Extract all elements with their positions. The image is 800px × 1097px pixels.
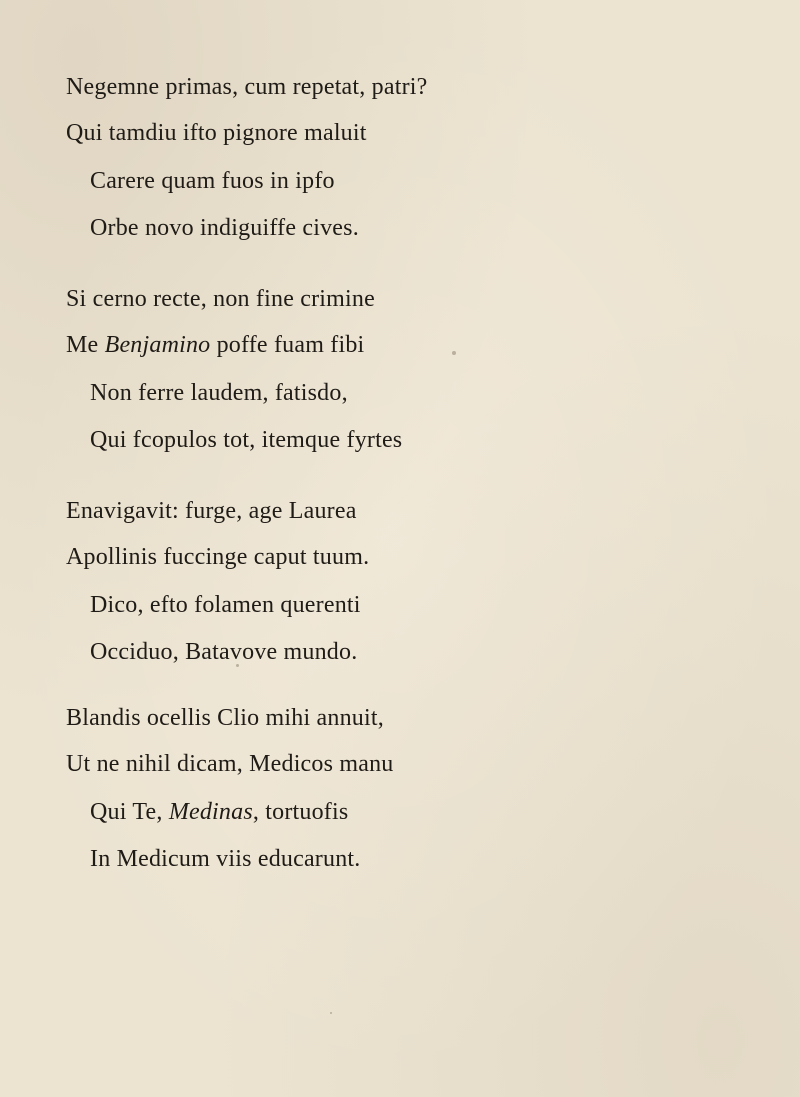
verse-line <box>66 749 393 779</box>
verse-line-indented <box>90 213 359 243</box>
verse-line <box>66 703 384 733</box>
verse-text: Qui Te, <box>90 799 169 825</box>
verse-text: Orbe novo indiguiffe cives. <box>90 215 359 241</box>
verse-line <box>66 118 367 148</box>
verse-text: Apollinis fuccinge caput tuum. <box>66 544 370 570</box>
verse-text: poffe fuam fibi <box>210 332 365 358</box>
verse-text: Qui fcopulos tot, itemque fyrtes <box>90 427 403 453</box>
verse-text: Occiduo, Batavove mundo. <box>90 639 358 665</box>
verse-text: Dico, efto folamen querenti <box>90 592 361 618</box>
verse-text: Ut ne nihil dicam, Medicos manu <box>66 751 394 777</box>
verse-text: Non ferre laudem, fatisdo, <box>90 380 348 406</box>
verse-line <box>66 496 357 526</box>
verse-text: Qui tamdiu ifto pignore maluit <box>66 120 367 146</box>
verse-text-italic-name: Benjamino <box>104 332 211 358</box>
verse-text: Blandis ocellis Clio mihi annuit, <box>66 705 384 731</box>
paper-speck <box>452 351 456 355</box>
verse-text-italic-name: Medinas <box>168 799 253 825</box>
verse-text: , tortuofis <box>252 799 349 825</box>
verse-text: In Medicum viis educarunt. <box>90 846 361 872</box>
verse-text: Carere quam fuos in ipfo <box>90 168 335 194</box>
verse-line-indented <box>90 637 357 667</box>
verse-line-indented <box>90 797 348 827</box>
verse-line <box>66 72 428 102</box>
paper-speck <box>330 1012 332 1014</box>
verse-line <box>66 284 375 314</box>
verse-line-indented <box>90 844 360 874</box>
paper-speck <box>168 436 171 439</box>
verse-text: Negemne primas, cum repetat, patri? <box>66 74 428 100</box>
verse-line <box>66 542 369 572</box>
verse-text: Si cerno recte, non fine crimine <box>66 286 375 312</box>
verse-line <box>66 330 364 360</box>
verse-line-indented <box>90 378 348 408</box>
verse-line-indented <box>90 425 402 455</box>
verse-line-indented <box>90 590 361 620</box>
verse-text: Enavigavit: furge, age Laurea <box>66 498 357 524</box>
verse-text: Me <box>66 332 105 358</box>
paper-speck <box>236 664 239 667</box>
verse-line-indented <box>90 166 335 196</box>
